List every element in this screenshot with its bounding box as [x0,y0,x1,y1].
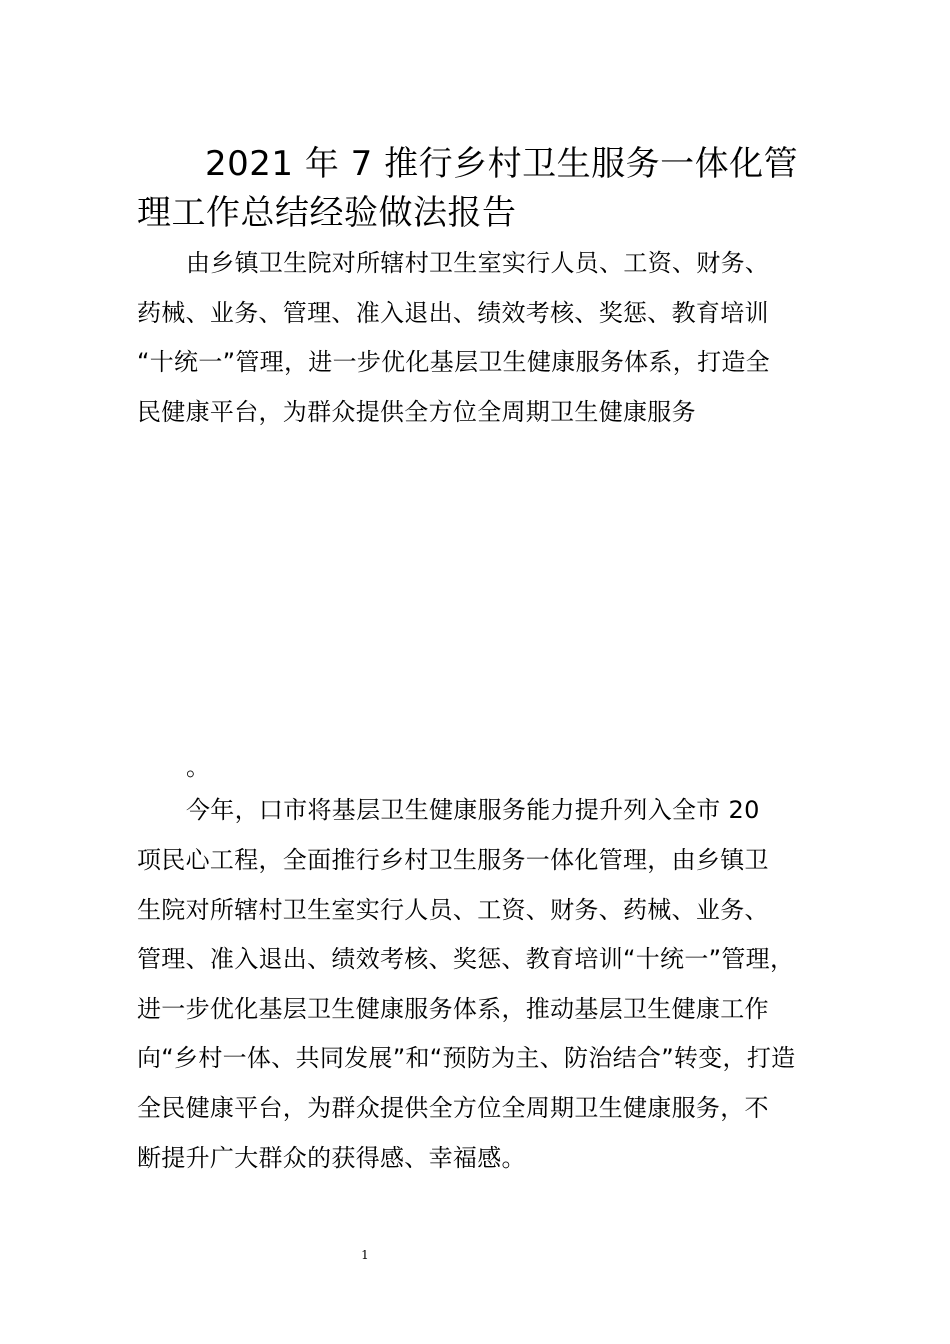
paragraph-2-line-7: 全民健康平台，为群众提供全方位全周期卫生健康服务，不 [137,1094,769,1122]
page-number: 1 [361,1248,369,1262]
paragraph-2-line-1: 今年，口市将基层卫生健康服务能力提升列入全市 20 [186,796,760,824]
paragraph-2-line-5: 进一步优化基层卫生健康服务体系，推动基层卫生健康工作 [137,995,769,1023]
period-line: 。 [186,753,211,781]
paragraph-1-line-4: 民健康平台，为群众提供全方位全周期卫生健康服务 [137,398,696,426]
paragraph-2-line-3: 生院对所辖村卫生室实行人员、工资、财务、药械、业务、 [137,896,769,924]
document-title-line-1: 2021 年 7 推行乡村卫生服务一体化管 [205,144,799,184]
paragraph-2-line-6: 向“乡村一体、共同发展”和“预防为主、防治结合”转变，打造 [137,1044,796,1072]
document-title-line-2: 理工作总结经验做法报告 [137,193,517,233]
paragraph-1-line-1: 由乡镇卫生院对所辖村卫生室实行人员、工资、财务、 [186,249,770,277]
paragraph-2-line-2: 项民心工程，全面推行乡村卫生服务一体化管理，由乡镇卫 [137,846,769,874]
paragraph-2-line-8: 断提升广大群众的获得感、幸福感。 [137,1144,526,1172]
paragraph-1-line-2: 药械、业务、管理、准入退出、绩效考核、奖惩、教育培训 [137,299,769,327]
paragraph-1-line-3: “十统一”管理，进一步优化基层卫生健康服务体系，打造全 [137,348,770,376]
paragraph-2-line-4: 管理、准入退出、绩效考核、奖惩、教育培训“十统一”管理， [137,945,795,973]
